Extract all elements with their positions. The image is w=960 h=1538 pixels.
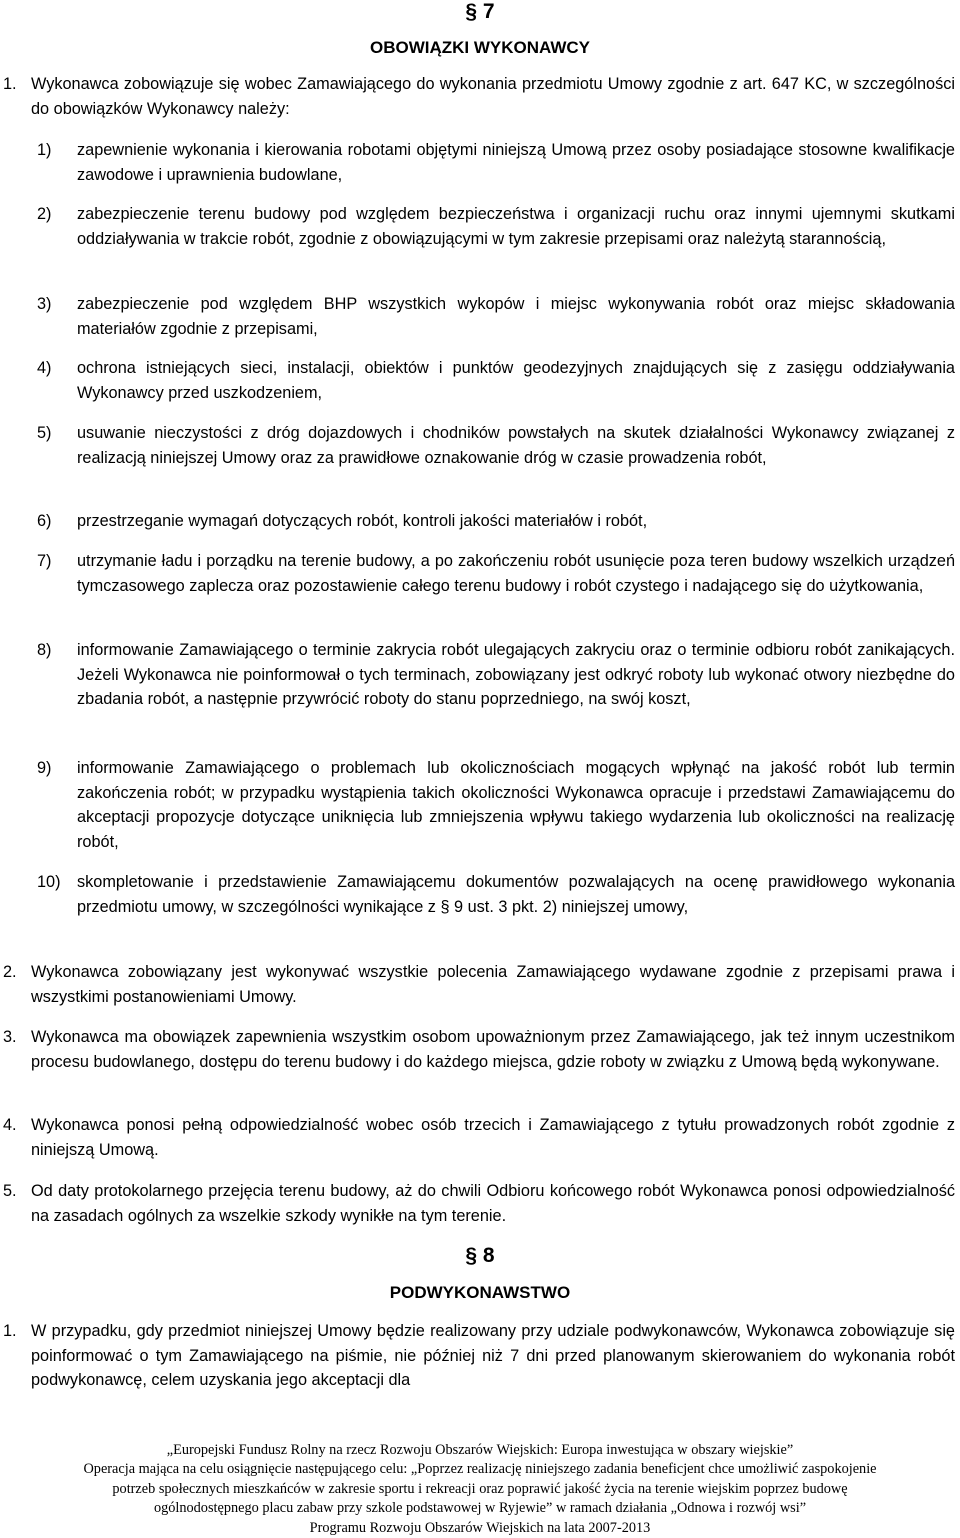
obligation-item-9 xyxy=(37,756,955,854)
item-text: skompletowanie i przedstawienie Zamawiającemu dokumentów pozwalających na ocenę prawidłowego wykonania przedmiotu umowy, w szczególności wynikające z § 9 ust. 3 pkt. 2) niniejszej umowy, xyxy=(77,873,955,916)
footer-line: Programu Rozwoju Obszarów Wiejskich na lata 2007-2013 xyxy=(309,1519,651,1536)
item-number: 8) xyxy=(37,641,52,659)
item-number: 2) xyxy=(37,205,52,223)
section-7-point-2 xyxy=(3,960,955,1009)
item-number: 9) xyxy=(37,759,52,777)
point-text: W przypadku, gdy przedmiot niniejszej Umowy będzie realizowany przy udziale podwykonawców, Wykonawca zobowiązuje się poinformować o tym Zamawiającego na piśmie, nie później niż 7 dni przed planowanym skierowaniem do wykonania robót podwykonawcę, celem uzyskania jego akceptacji dla xyxy=(31,1322,955,1389)
item-number: 1) xyxy=(37,141,52,159)
item-number: 7) xyxy=(37,552,52,570)
obligation-item-6 xyxy=(37,509,955,534)
item-number: 10) xyxy=(37,873,61,891)
item-text: utrzymanie ładu i porządku na terenie budowy, a po zakończeniu robót usunięcie poza teren budowy wszelkich urządzeń tymczasowego zaplecza oraz pozostawienie całego terenu budowy i robót czystego i nadającego się do użytkowania, xyxy=(77,552,955,595)
footer-line: ogólnodostępnego placu zabaw przy szkole podstawowej w Ryjewie” w ramach działania „Odnowa i rozwój wsi” xyxy=(153,1500,807,1517)
section-7-point-1 xyxy=(3,72,955,121)
point-number: 3. xyxy=(3,1028,17,1046)
item-number: 6) xyxy=(37,512,52,530)
item-text: informowanie Zamawiającego o terminie zakrycia robót ulegających zakryciu oraz o terminie odbioru robót zanikających. Jeżeli Wykonawca nie poinformował o tych terminach, zobowiązany jest odkryć roboty lub wykonać otwory niezbędne do zbadania robót, a następnie przywrócić roboty do stanu poprzedniego, na swój koszt, xyxy=(77,641,955,708)
obligation-item-2 xyxy=(37,202,955,251)
point-number: 4. xyxy=(3,1116,17,1134)
footer-line: Operacja mająca na celu osiągnięcie następującego celu: „Poprzez realizację niniejszego zadania beneficjent chce umożliwić zaspokojenie xyxy=(83,1461,877,1478)
funding-footer xyxy=(0,1441,960,1538)
item-text: usuwanie nieczystości z dróg dojazdowych i chodników powstałych na skutek działalności Wykonawcy związanej z realizacją niniejszej Umowy oraz za prawidłowe oznakowanie dróg w czasie prowadzenia robót, xyxy=(77,424,955,467)
point-number: 1. xyxy=(3,1322,17,1340)
point-text: Wykonawca ponosi pełną odpowiedzialność wobec osób trzecich i Zamawiającego z tytułu prowadzonych robót zgodnie z niniejszą Umową. xyxy=(31,1116,955,1159)
point-text: Od daty protokolarnego przejęcia terenu budowy, aż do chwili Odbioru końcowego robót Wykonawca ponosi odpowiedzialność na zasadach ogólnych za wszelkie szkody wynikłe na tym terenie. xyxy=(31,1182,955,1225)
item-number: 5) xyxy=(37,424,52,442)
item-number: 4) xyxy=(37,359,52,377)
obligation-item-3 xyxy=(37,292,955,341)
footer-line: „Europejski Fundusz Rolny na rzecz Rozwoju Obszarów Wiejskich: Europa inwestująca w obszary wiejskie” xyxy=(166,1442,794,1458)
item-text: zabezpieczenie pod względem BHP wszystkich wykopów i miejsc wykonywania robót oraz miejsc składowania materiałów zgodnie z przepisami, xyxy=(77,295,955,338)
section-8-title: PODWYKONAWSTWO xyxy=(389,1283,571,1302)
obligation-item-10 xyxy=(37,870,955,919)
obligation-item-4 xyxy=(37,356,955,405)
point-number: 1. xyxy=(3,75,17,93)
section-8-number: § 8 xyxy=(465,1244,495,1267)
item-text: przestrzeganie wymagań dotyczących robót, kontroli jakości materiałów i robót, xyxy=(77,512,648,530)
item-text: zapewnienie wykonania i kierowania robotami objętymi niniejszą Umową przez osoby posiadające stosowne kwalifikacje zawodowe i uprawnienia budowlane, xyxy=(77,141,955,184)
item-text: informowanie Zamawiającego o problemach lub okolicznościach mogących wpłynąć na jakość robót lub termin zakończenia robót; w przypadku wystąpienia takich okoliczności Wykonawca opracuje i przedstawi Zamawiającemu do akceptacji propozycje dotyczące uniknięcia lub zmniejszenia wpływu takiego wydarzenia lub okoliczności na realizację robót, xyxy=(77,759,955,851)
item-number: 3) xyxy=(37,295,52,313)
point-number: 2. xyxy=(3,963,17,981)
section-7-point-3 xyxy=(3,1025,955,1074)
item-text: zabezpieczenie terenu budowy pod względem bezpieczeństwa i organizacji ruchu oraz innymi ujemnymi skutkami oddziaływania w trakcie robót, zgodnie z obowiązującymi w tym zakresie przepisami oraz należytą starannością, xyxy=(77,205,955,248)
obligation-item-8 xyxy=(37,638,955,712)
section-7-number: § 7 xyxy=(465,0,495,23)
point-text: Wykonawca ma obowiązek zapewnienia wszystkim osobom upoważnionym przez Zamawiającego, jak też innym uczestnikom procesu budowlanego, dostępu do terenu budowy i do każdego miejsca, gdzie roboty w związku z Umową będą wykonywane. xyxy=(31,1028,955,1071)
obligation-item-1 xyxy=(37,138,955,187)
obligation-item-5 xyxy=(37,421,955,470)
section-8-point-1 xyxy=(3,1319,955,1393)
item-text: ochrona istniejących sieci, instalacji, obiektów i punktów geodezyjnych znajdujących się z zasięgu oddziaływania Wykonawcy przed uszkodzeniem, xyxy=(77,359,955,402)
section-7-point-4 xyxy=(3,1113,955,1162)
point-number: 5. xyxy=(3,1182,17,1200)
section-7-title: OBOWIĄZKI WYKONAWCY xyxy=(369,38,591,57)
footer-line: potrzeb społecznych mieszkańców w zakresie sportu i rekreacji oraz poprawić jakość życia na terenie wiejskim poprzez budowę xyxy=(112,1480,848,1497)
point-text: Wykonawca zobowiązuje się wobec Zamawiającego do wykonania przedmiotu Umowy zgodnie z art. 647 KC, w szczególności do obowiązków Wykonawcy należy: xyxy=(31,75,955,118)
obligation-item-7 xyxy=(37,549,955,598)
section-7-point-5 xyxy=(3,1179,955,1228)
point-text: Wykonawca zobowiązany jest wykonywać wszystkie polecenia Zamawiającego wydawane zgodnie z przepisami prawa i wszystkimi postanowieniami Umowy. xyxy=(31,963,955,1006)
